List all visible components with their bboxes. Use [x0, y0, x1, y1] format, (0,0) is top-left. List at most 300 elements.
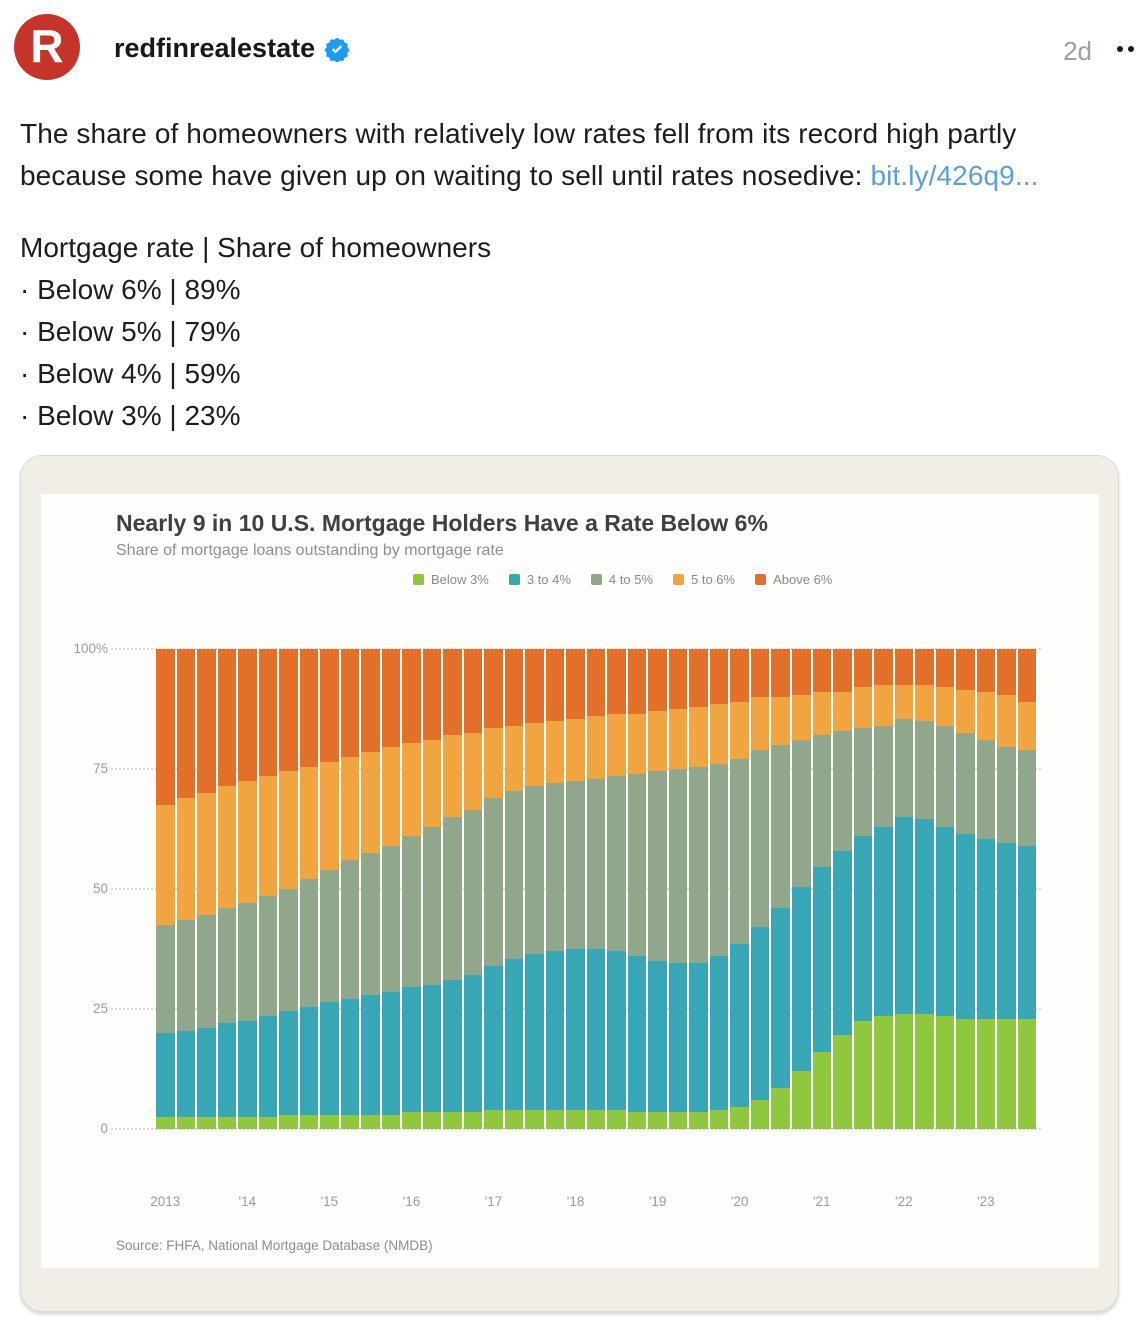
- bar-segment: [546, 649, 565, 721]
- bar-segment: [361, 995, 380, 1115]
- x-slot: [751, 1194, 770, 1212]
- bar-segment: [833, 649, 852, 692]
- bar-segment: [956, 690, 975, 733]
- bar-segment: [874, 726, 893, 827]
- x-slot: [238, 1194, 257, 1212]
- bar-segment: [874, 1016, 893, 1129]
- timestamp[interactable]: 2d: [1063, 36, 1092, 66]
- bar-segment: [279, 1011, 298, 1114]
- stacked-bar: [279, 649, 298, 1129]
- x-tick-label: '17: [484, 1194, 503, 1209]
- bar-segment: [320, 649, 339, 762]
- bar-segment: [874, 685, 893, 726]
- x-tick-label: '23: [977, 1194, 995, 1209]
- x-slot: [628, 1194, 647, 1212]
- x-slot: [607, 1194, 626, 1212]
- bar-segment: [874, 649, 893, 685]
- x-slot: [464, 1194, 483, 1212]
- bar-segment: [218, 786, 237, 908]
- bar-segment: [505, 791, 524, 959]
- legend-swatch-icon: [509, 574, 520, 585]
- bar-segment: [238, 781, 257, 903]
- bar-segment: [607, 714, 626, 776]
- stacked-bar: [464, 649, 483, 1129]
- bar-segment: [730, 649, 749, 702]
- legend-label: Below 3%: [431, 572, 489, 587]
- bar-segment: [525, 1110, 544, 1129]
- x-axis: [150, 1194, 1036, 1212]
- bar-segment: [813, 692, 832, 735]
- bar-segment: [484, 966, 503, 1110]
- x-tick-label: '14: [238, 1194, 257, 1209]
- bar-segment: [936, 726, 955, 827]
- y-tick-label: 50: [92, 881, 108, 896]
- bar-segment: [936, 1016, 955, 1129]
- bar-segment: [238, 1021, 257, 1117]
- x-slot: [177, 1194, 196, 1212]
- bar-segment: [751, 697, 770, 750]
- stacked-bar: [566, 649, 585, 1129]
- bar-segment: [218, 908, 237, 1023]
- bar-segment: [854, 836, 873, 1021]
- bar-segment: [525, 954, 544, 1110]
- bar-segment: [977, 839, 996, 1019]
- stacked-bar: [936, 649, 955, 1129]
- stacked-bar: [443, 649, 462, 1129]
- x-slot: [341, 1194, 360, 1212]
- x-tick-label: 2013: [150, 1194, 181, 1209]
- y-tick-label: 25: [92, 1001, 108, 1016]
- x-slot: [792, 1194, 811, 1212]
- x-slot: [382, 1194, 401, 1212]
- x-slot: [150, 1194, 181, 1212]
- bar-segment: [689, 1112, 708, 1129]
- stacked-bar: [751, 649, 770, 1129]
- bar-segment: [895, 649, 914, 685]
- chart-legend: [413, 572, 832, 587]
- bar-segment: [443, 735, 462, 817]
- bar-segment: [956, 834, 975, 1019]
- bar-segment: [710, 764, 729, 956]
- bar-segment: [607, 776, 626, 951]
- stacked-bar: [813, 649, 832, 1129]
- bar-segment: [648, 649, 667, 711]
- bar-segment: [484, 798, 503, 966]
- bar-segment: [710, 1110, 729, 1129]
- stacked-bar: [628, 649, 647, 1129]
- stacked-bar: [689, 649, 708, 1129]
- bar-segment: [730, 759, 749, 944]
- y-tick-label: 0: [100, 1121, 108, 1136]
- x-slot: [833, 1194, 852, 1212]
- bar-segment: [177, 1031, 196, 1117]
- stacked-bar: [546, 649, 565, 1129]
- stacked-bar: [833, 649, 852, 1129]
- x-slot: [587, 1194, 606, 1212]
- bar-segment: [566, 1110, 585, 1129]
- bar-segment: [854, 687, 873, 728]
- bar-segment: [792, 695, 811, 741]
- bar-segment: [423, 827, 442, 985]
- bar-segment: [464, 649, 483, 733]
- bar-segment: [566, 649, 585, 719]
- post-link[interactable]: bit.ly/426q9...: [870, 160, 1039, 191]
- legend-swatch-icon: [755, 574, 766, 585]
- bar-segment: [1018, 702, 1037, 750]
- stacked-bar: [341, 649, 360, 1129]
- bars: [156, 649, 1036, 1129]
- bar-segment: [443, 1112, 462, 1129]
- bar-segment: [730, 944, 749, 1107]
- bar-segment: [710, 956, 729, 1110]
- bar-segment: [669, 709, 688, 769]
- bar-segment: [279, 649, 298, 771]
- bar-segment: [156, 1117, 175, 1129]
- stacked-bar: [218, 649, 237, 1129]
- bar-segment: [464, 1112, 483, 1129]
- bar-segment: [648, 771, 667, 961]
- bar-segment: [997, 747, 1016, 843]
- bar-segment: [525, 649, 544, 723]
- bar-segment: [792, 649, 811, 695]
- bar-segment: [936, 827, 955, 1017]
- bar-segment: [689, 767, 708, 964]
- bar-segment: [977, 692, 996, 740]
- bar-segment: [587, 649, 606, 716]
- x-slot: [197, 1194, 216, 1212]
- bar-segment: [423, 740, 442, 826]
- x-slot: [259, 1194, 278, 1212]
- legend-swatch-icon: [413, 574, 424, 585]
- bar-segment: [710, 704, 729, 764]
- bar-segment: [443, 649, 462, 735]
- bar-segment: [669, 649, 688, 709]
- bar-segment: [259, 1117, 278, 1129]
- stacked-bar: [300, 649, 319, 1129]
- bar-segment: [546, 951, 565, 1109]
- x-slot: [710, 1194, 729, 1212]
- x-slot: [218, 1194, 237, 1212]
- bar-segment: [177, 649, 196, 798]
- bar-segment: [443, 980, 462, 1112]
- bar-segment: [361, 649, 380, 752]
- bar-segment: [320, 1115, 339, 1129]
- bar-segment: [895, 685, 914, 719]
- bar-segment: [936, 687, 955, 725]
- stacked-bar: [607, 649, 626, 1129]
- stacked-bar: [895, 649, 914, 1129]
- bar-segment: [587, 779, 606, 949]
- bar-segment: [936, 649, 955, 687]
- bar-segment: [177, 798, 196, 920]
- chart-subtitle: Share of mortgage loans outstanding by mortgage rate: [116, 542, 504, 559]
- bar-segment: [218, 1117, 237, 1129]
- bar-segment: [546, 1110, 565, 1129]
- x-slot: [300, 1194, 319, 1212]
- embedded-chart-card[interactable]: [20, 455, 1119, 1312]
- legend-item: [509, 572, 571, 587]
- rate-share-header: Mortgage rate | Share of homeowners: [20, 232, 492, 263]
- x-slot: [669, 1194, 688, 1212]
- verified-badge-icon: [324, 36, 350, 62]
- bar-segment: [402, 743, 421, 837]
- bar-segment: [423, 1112, 442, 1129]
- stacked-bar: [997, 649, 1016, 1129]
- bar-segment: [505, 726, 524, 791]
- bar-segment: [915, 819, 934, 1013]
- bar-segment: [320, 870, 339, 1002]
- bar-segment: [341, 649, 360, 757]
- stacked-bar: [156, 649, 175, 1129]
- bar-segment: [648, 961, 667, 1112]
- x-slot: [484, 1194, 503, 1212]
- bar-segment: [525, 786, 544, 954]
- bar-segment: [259, 776, 278, 896]
- bar-segment: [320, 762, 339, 870]
- avatar-letter: R: [30, 20, 64, 72]
- stacked-bar: [197, 649, 216, 1129]
- bar-segment: [484, 1110, 503, 1129]
- bar-segment: [771, 745, 790, 908]
- x-tick-label: '21: [812, 1194, 831, 1209]
- bar-segment: [915, 649, 934, 685]
- bar-segment: [402, 649, 421, 743]
- x-slot: [361, 1194, 380, 1212]
- bar-segment: [484, 649, 503, 728]
- bar-segment: [792, 1071, 811, 1129]
- bar-segment: [402, 1112, 421, 1129]
- bar-segment: [854, 649, 873, 687]
- bar-segment: [464, 810, 483, 976]
- x-slot: [443, 1194, 462, 1212]
- bar-segment: [156, 925, 175, 1033]
- legend-item: [755, 572, 832, 587]
- more-options-icon[interactable]: [1117, 46, 1138, 52]
- x-slot: [956, 1194, 975, 1212]
- bar-segment: [587, 1110, 606, 1129]
- avatar[interactable]: [14, 14, 80, 80]
- bar-segment: [628, 774, 647, 956]
- x-slot: [402, 1194, 421, 1212]
- bar-segment: [546, 721, 565, 783]
- bar-segment: [341, 860, 360, 999]
- bar-segment: [1018, 750, 1037, 846]
- bar-segment: [259, 1016, 278, 1117]
- legend-item: [591, 572, 653, 587]
- bar-segment: [977, 1019, 996, 1129]
- rate-share-item: · Below 4% | 59%: [20, 358, 241, 389]
- bar-segment: [197, 793, 216, 915]
- bar-segment: [546, 783, 565, 951]
- bar-segment: [300, 1115, 319, 1129]
- stacked-bar: [1018, 649, 1037, 1129]
- stacked-bar: [730, 649, 749, 1129]
- bar-segment: [382, 1115, 401, 1129]
- x-slot: [648, 1194, 667, 1212]
- bar-segment: [607, 649, 626, 714]
- x-slot: [525, 1194, 544, 1212]
- legend-swatch-icon: [591, 574, 602, 585]
- bar-segment: [279, 889, 298, 1011]
- bar-segment: [751, 1100, 770, 1129]
- bar-segment: [238, 649, 257, 781]
- legend-item: [413, 572, 489, 587]
- bar-segment: [320, 1002, 339, 1115]
- bar-segment: [238, 903, 257, 1021]
- bar-segment: [566, 719, 585, 781]
- bar-segment: [997, 843, 1016, 1018]
- stacked-bar: [361, 649, 380, 1129]
- stacked-bar: [402, 649, 421, 1129]
- x-tick-label: '19: [648, 1194, 667, 1209]
- bar-segment: [751, 649, 770, 697]
- bar-segment: [300, 879, 319, 1006]
- x-slot: [423, 1194, 442, 1212]
- bar-segment: [238, 1117, 257, 1129]
- stacked-bar: [874, 649, 893, 1129]
- x-slot: [813, 1194, 832, 1212]
- bar-segment: [710, 649, 729, 704]
- x-tick-label: '16: [402, 1194, 421, 1209]
- bar-segment: [402, 987, 421, 1112]
- bar-segment: [566, 781, 585, 949]
- bar-segment: [669, 1112, 688, 1129]
- bar-segment: [813, 1052, 832, 1129]
- bar-segment: [443, 817, 462, 980]
- rate-share-item: · Below 3% | 23%: [20, 400, 241, 431]
- legend-label: 3 to 4%: [526, 572, 571, 587]
- bar-segment: [813, 735, 832, 867]
- plot-area: [156, 649, 1036, 1129]
- x-slot: [279, 1194, 298, 1212]
- bar-segment: [792, 887, 811, 1072]
- x-slot: [320, 1194, 339, 1212]
- chart-panel: [41, 494, 1099, 1268]
- x-slot: [854, 1194, 873, 1212]
- bar-segment: [464, 733, 483, 810]
- bar-segment: [915, 1014, 934, 1129]
- x-tick-label: '22: [895, 1194, 913, 1209]
- bar-segment: [587, 949, 606, 1110]
- stacked-bar: [177, 649, 196, 1129]
- bar-segment: [402, 836, 421, 987]
- bar-segment: [177, 920, 196, 1030]
- stacked-bar: [648, 649, 667, 1129]
- bar-segment: [341, 757, 360, 860]
- bar-segment: [751, 927, 770, 1100]
- bar-segment: [854, 1021, 873, 1129]
- bar-segment: [177, 1117, 196, 1129]
- legend-label: Above 6%: [773, 572, 833, 587]
- bar-segment: [669, 963, 688, 1112]
- bar-segment: [464, 975, 483, 1112]
- x-slot: [505, 1194, 524, 1212]
- bar-segment: [895, 1014, 914, 1129]
- bar-segment: [279, 771, 298, 889]
- bar-segment: [833, 851, 852, 1036]
- username[interactable]: redfinrealestate: [114, 33, 316, 63]
- stacked-bar: [956, 649, 975, 1129]
- stacked-bar: [320, 649, 339, 1129]
- legend-label: 5 to 6%: [691, 572, 736, 587]
- x-slot: [997, 1194, 1016, 1212]
- bar-segment: [300, 1007, 319, 1115]
- stacked-bar: [669, 649, 688, 1129]
- bar-segment: [525, 723, 544, 785]
- bar-segment: [197, 649, 216, 793]
- bar-segment: [854, 728, 873, 836]
- bar-segment: [771, 649, 790, 697]
- bar-segment: [751, 750, 770, 928]
- rate-share-list: [20, 227, 491, 437]
- bar-segment: [813, 867, 832, 1052]
- bar-segment: [341, 1115, 360, 1129]
- stacked-bar: [915, 649, 934, 1129]
- legend-label: 4 to 5%: [608, 572, 653, 587]
- bar-segment: [218, 1023, 237, 1117]
- bar-segment: [300, 649, 319, 767]
- bar-segment: [628, 956, 647, 1112]
- bar-segment: [915, 685, 934, 721]
- stacked-bar: [854, 649, 873, 1129]
- bar-segment: [833, 692, 852, 730]
- stacked-bar: [977, 649, 996, 1129]
- bar-segment: [730, 702, 749, 760]
- bar-segment: [648, 711, 667, 771]
- x-slot: [730, 1194, 749, 1212]
- bar-segment: [218, 649, 237, 786]
- bar-segment: [607, 1110, 626, 1129]
- post-body: [20, 113, 1128, 197]
- x-slot: [895, 1194, 914, 1212]
- bar-segment: [587, 716, 606, 778]
- bar-segment: [792, 740, 811, 886]
- bar-segment: [915, 721, 934, 819]
- stacked-bar: [238, 649, 257, 1129]
- stacked-bar: [525, 649, 544, 1129]
- bar-segment: [1018, 1019, 1037, 1129]
- bar-segment: [628, 649, 647, 714]
- bar-segment: [956, 1019, 975, 1129]
- bar-segment: [648, 1112, 667, 1129]
- bar-segment: [423, 649, 442, 740]
- bar-segment: [361, 853, 380, 995]
- bar-segment: [689, 649, 708, 707]
- y-tick-label: 100%: [73, 641, 108, 656]
- rate-share-item: · Below 5% | 79%: [20, 316, 241, 347]
- bar-segment: [382, 649, 401, 747]
- bar-segment: [833, 1035, 852, 1129]
- x-slot: [874, 1194, 893, 1212]
- bar-segment: [361, 1115, 380, 1129]
- bar-segment: [1018, 846, 1037, 1019]
- bar-segment: [197, 1028, 216, 1117]
- bar-segment: [566, 949, 585, 1110]
- bar-segment: [1018, 649, 1037, 702]
- bar-segment: [956, 649, 975, 690]
- bar-segment: [300, 767, 319, 880]
- bar-segment: [382, 992, 401, 1114]
- stacked-bar: [505, 649, 524, 1129]
- bar-segment: [833, 731, 852, 851]
- legend-item: [673, 572, 735, 587]
- bar-segment: [689, 963, 708, 1112]
- x-tick-label: '20: [730, 1194, 749, 1209]
- bar-segment: [361, 752, 380, 853]
- bar-segment: [628, 714, 647, 774]
- bar-segment: [382, 747, 401, 845]
- chart-title: Nearly 9 in 10 U.S. Mortgage Holders Have a Rate Below 6%: [116, 510, 768, 536]
